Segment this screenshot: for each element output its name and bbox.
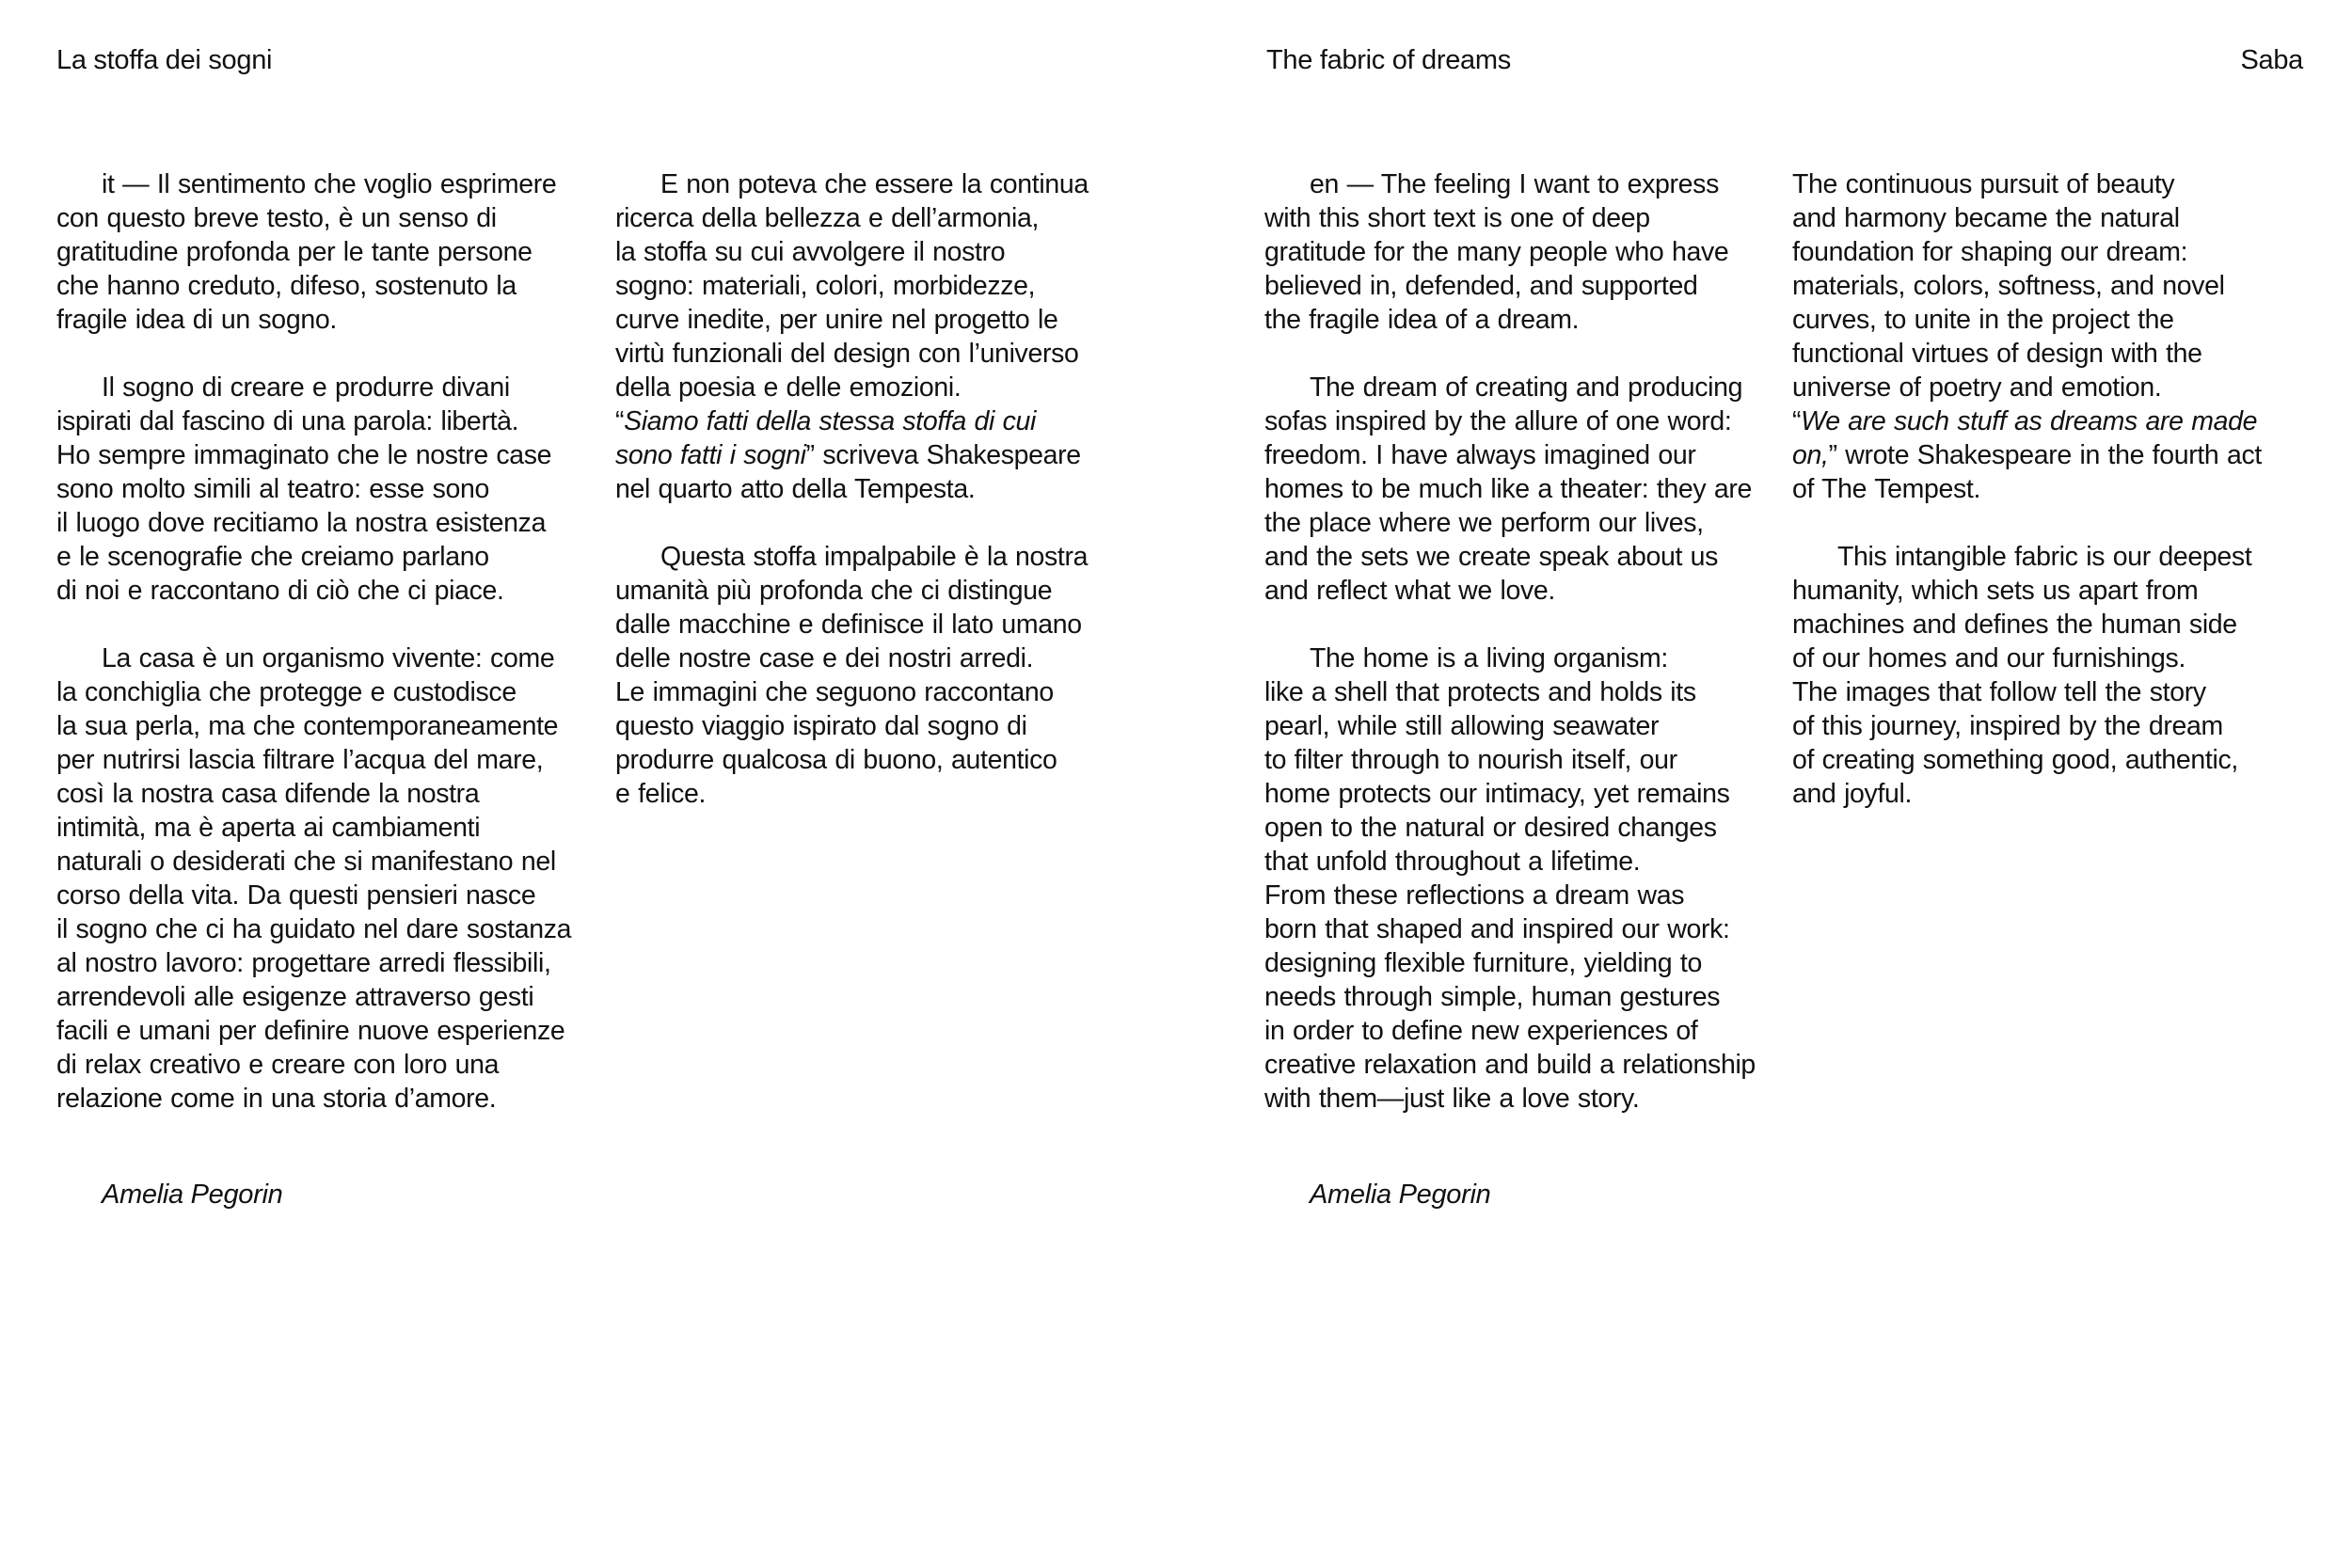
italian-text-column-2 [615, 167, 1152, 811]
text-line: delle nostre case e dei nostri arredi. [615, 643, 1034, 673]
text-line: curves, to unite in the project the [1792, 305, 2174, 335]
text-line: the place where we perform our lives, [1264, 508, 1704, 538]
text-line: relazione come in una storia d’amore. [56, 1084, 497, 1114]
paragraph [1792, 167, 2328, 506]
text-line: it — Il sentimento che voglio esprimere [102, 169, 557, 199]
text-line: foundation for shaping our dream: [1792, 237, 2188, 267]
paragraph [1792, 540, 2328, 811]
text-line: en — The feeling I want to express [1310, 169, 1719, 199]
text-line: E non poteva che essere la continua [660, 169, 1089, 199]
text-line: così la nostra casa difende la nostra [56, 779, 480, 809]
text-line: corso della vita. Da questi pensieri nasce [56, 880, 536, 911]
text-line: creative relaxation and build a relationship [1264, 1050, 1756, 1080]
text-line: to filter through to nourish itself, our [1264, 745, 1677, 775]
text-line: born that shaped and inspired our work: [1264, 914, 1730, 944]
signature-english: Amelia Pegorin [1310, 1180, 1491, 1210]
paragraph [1264, 167, 1801, 337]
text-line: intimità, ma è aperta ai cambiamenti [56, 813, 481, 843]
text-line: humanity, which sets us apart from [1792, 576, 2199, 606]
quote-line: “We are such stuff as dreams are made [1792, 406, 2258, 436]
text-line: that unfold throughout a lifetime. [1264, 847, 1641, 877]
text-line: facili e umani per definire nuove esperienze [56, 1016, 565, 1046]
text-line: la conchiglia che protegge e custodisce [56, 677, 516, 707]
text-line: believed in, defended, and supported [1264, 271, 1698, 301]
text-line: This intangible fabric is our deepest [1837, 542, 2252, 572]
text-line: della poesia e delle emozioni. [615, 372, 961, 403]
text-line: sogno: materiali, colori, morbidezze, [615, 271, 1036, 301]
text-line: Ho sempre immaginato che le nostre case [56, 440, 552, 470]
english-text-column-2 [1792, 167, 2328, 811]
brand-name: Saba [2240, 45, 2303, 75]
text-line: la sua perla, ma che contemporaneamente [56, 711, 559, 741]
text-line: pearl, while still allowing seawater [1264, 711, 1660, 741]
english-text-column-1 [1264, 167, 1801, 1116]
text-line: di relax creativo e creare con loro una [56, 1050, 500, 1080]
text-line: umanità più profonda che ci distingue [615, 576, 1053, 606]
quote-tail: nel quarto atto della Tempesta. [615, 474, 976, 504]
quote-line: sono fatti i sogni” scriveva Shakespeare [615, 440, 1081, 470]
text-line: with this short text is one of deep [1264, 203, 1650, 233]
paragraph [1264, 641, 1801, 1116]
text-line: La casa è un organismo vivente: come [102, 643, 555, 673]
text-line: of creating something good, authentic, [1792, 745, 2238, 775]
text-line: designing flexible furniture, yielding to [1264, 948, 1702, 978]
text-line: per nutrirsi lascia filtrare l’acqua del mare, [56, 745, 544, 775]
paragraph [615, 540, 1152, 811]
paragraph-lines [615, 167, 1152, 404]
text-line: e le scenografie che creiamo parlano [56, 542, 489, 572]
text-line: ispirati dal fascino di una parola: libertà. [56, 406, 519, 436]
text-line: che hanno creduto, difeso, sostenuto la [56, 271, 516, 301]
text-line: of this journey, inspired by the dream [1792, 711, 2223, 741]
text-line: machines and defines the human side [1792, 610, 2237, 640]
text-line: and joyful. [1792, 779, 1913, 809]
text-line: al nostro lavoro: progettare arredi flessibili, [56, 948, 551, 978]
text-line: Questa stoffa impalpabile è la nostra [660, 542, 1089, 572]
text-line: The continuous pursuit of beauty [1792, 169, 2175, 199]
text-line: and the sets we create speak about us [1264, 542, 1719, 572]
text-line: universe of poetry and emotion. [1792, 372, 2162, 403]
text-line: in order to define new experiences of [1264, 1016, 1698, 1046]
text-line: homes to be much like a theater: they are [1264, 474, 1753, 504]
text-line: il luogo dove recitiamo la nostra esistenza [56, 508, 547, 538]
text-line: fragile idea di un sogno. [56, 305, 337, 335]
text-line: like a shell that protects and holds its [1264, 677, 1696, 707]
paragraph [1264, 371, 1801, 608]
text-line: e felice. [615, 779, 707, 809]
text-line: il sogno che ci ha guidato nel dare sostanza [56, 914, 572, 944]
quote-line: “Siamo fatti della stessa stoffa di cui [615, 406, 1036, 436]
italian-text-column-1 [56, 167, 593, 1116]
text-line: gratitude for the many people who have [1264, 237, 1729, 267]
paragraph [56, 167, 593, 337]
text-line: Il sogno di creare e produrre divani [102, 372, 510, 403]
text-line: with them—just like a love story. [1264, 1084, 1640, 1114]
text-line: home protects our intimacy, yet remains [1264, 779, 1730, 809]
text-line: questo viaggio ispirato dal sogno di [615, 711, 1027, 741]
quote-line: on,” wrote Shakespeare in the fourth act [1792, 440, 2262, 470]
paragraph-lines [1792, 167, 2328, 404]
text-line: ricerca della bellezza e dell’armonia, [615, 203, 1040, 233]
text-line: From these reflections a dream was [1264, 880, 1685, 911]
page-title-italian: La stoffa dei sogni [56, 45, 273, 75]
page-title-english: The fabric of dreams [1266, 45, 1511, 75]
text-line: the fragile idea of a dream. [1264, 305, 1580, 335]
text-line: open to the natural or desired changes [1264, 813, 1717, 843]
text-line: dalle macchine e definisce il lato umano [615, 610, 1082, 640]
text-line: materials, colors, softness, and novel [1792, 271, 2225, 301]
text-line: arrendevoli alle esigenze attraverso gesti [56, 982, 534, 1012]
signature-italian: Amelia Pegorin [102, 1180, 283, 1210]
text-line: and harmony became the natural [1792, 203, 2180, 233]
text-line: con questo breve testo, è un senso di [56, 203, 497, 233]
paragraph [615, 167, 1152, 506]
text-line: The home is a living organism: [1310, 643, 1669, 673]
text-line: virtù funzionali del design con l’universo [615, 339, 1079, 369]
text-line: freedom. I have always imagined our [1264, 440, 1696, 470]
text-line: needs through simple, human gestures [1264, 982, 1721, 1012]
paragraph [56, 371, 593, 608]
text-line: di noi e raccontano di ciò che ci piace. [56, 576, 504, 606]
paragraph [56, 641, 593, 1116]
text-line: naturali o desiderati che si manifestano nel [56, 847, 556, 877]
text-line: The dream of creating and producing [1310, 372, 1743, 403]
text-line: gratitudine profonda per le tante persone [56, 237, 532, 267]
quote-tail: of The Tempest. [1792, 474, 1981, 504]
text-line: curve inedite, per unire nel progetto le [615, 305, 1058, 335]
text-line: Le immagini che seguono raccontano [615, 677, 1054, 707]
text-line: la stoffa su cui avvolgere il nostro [615, 237, 1006, 267]
text-line: produrre qualcosa di buono, autentico [615, 745, 1057, 775]
text-line: of our homes and our furnishings. [1792, 643, 2186, 673]
text-line: The images that follow tell the story [1792, 677, 2206, 707]
text-line: sono molto simili al teatro: esse sono [56, 474, 490, 504]
text-line: sofas inspired by the allure of one word: [1264, 406, 1732, 436]
text-line: functional virtues of design with the [1792, 339, 2202, 369]
text-line: and reflect what we love. [1264, 576, 1555, 606]
